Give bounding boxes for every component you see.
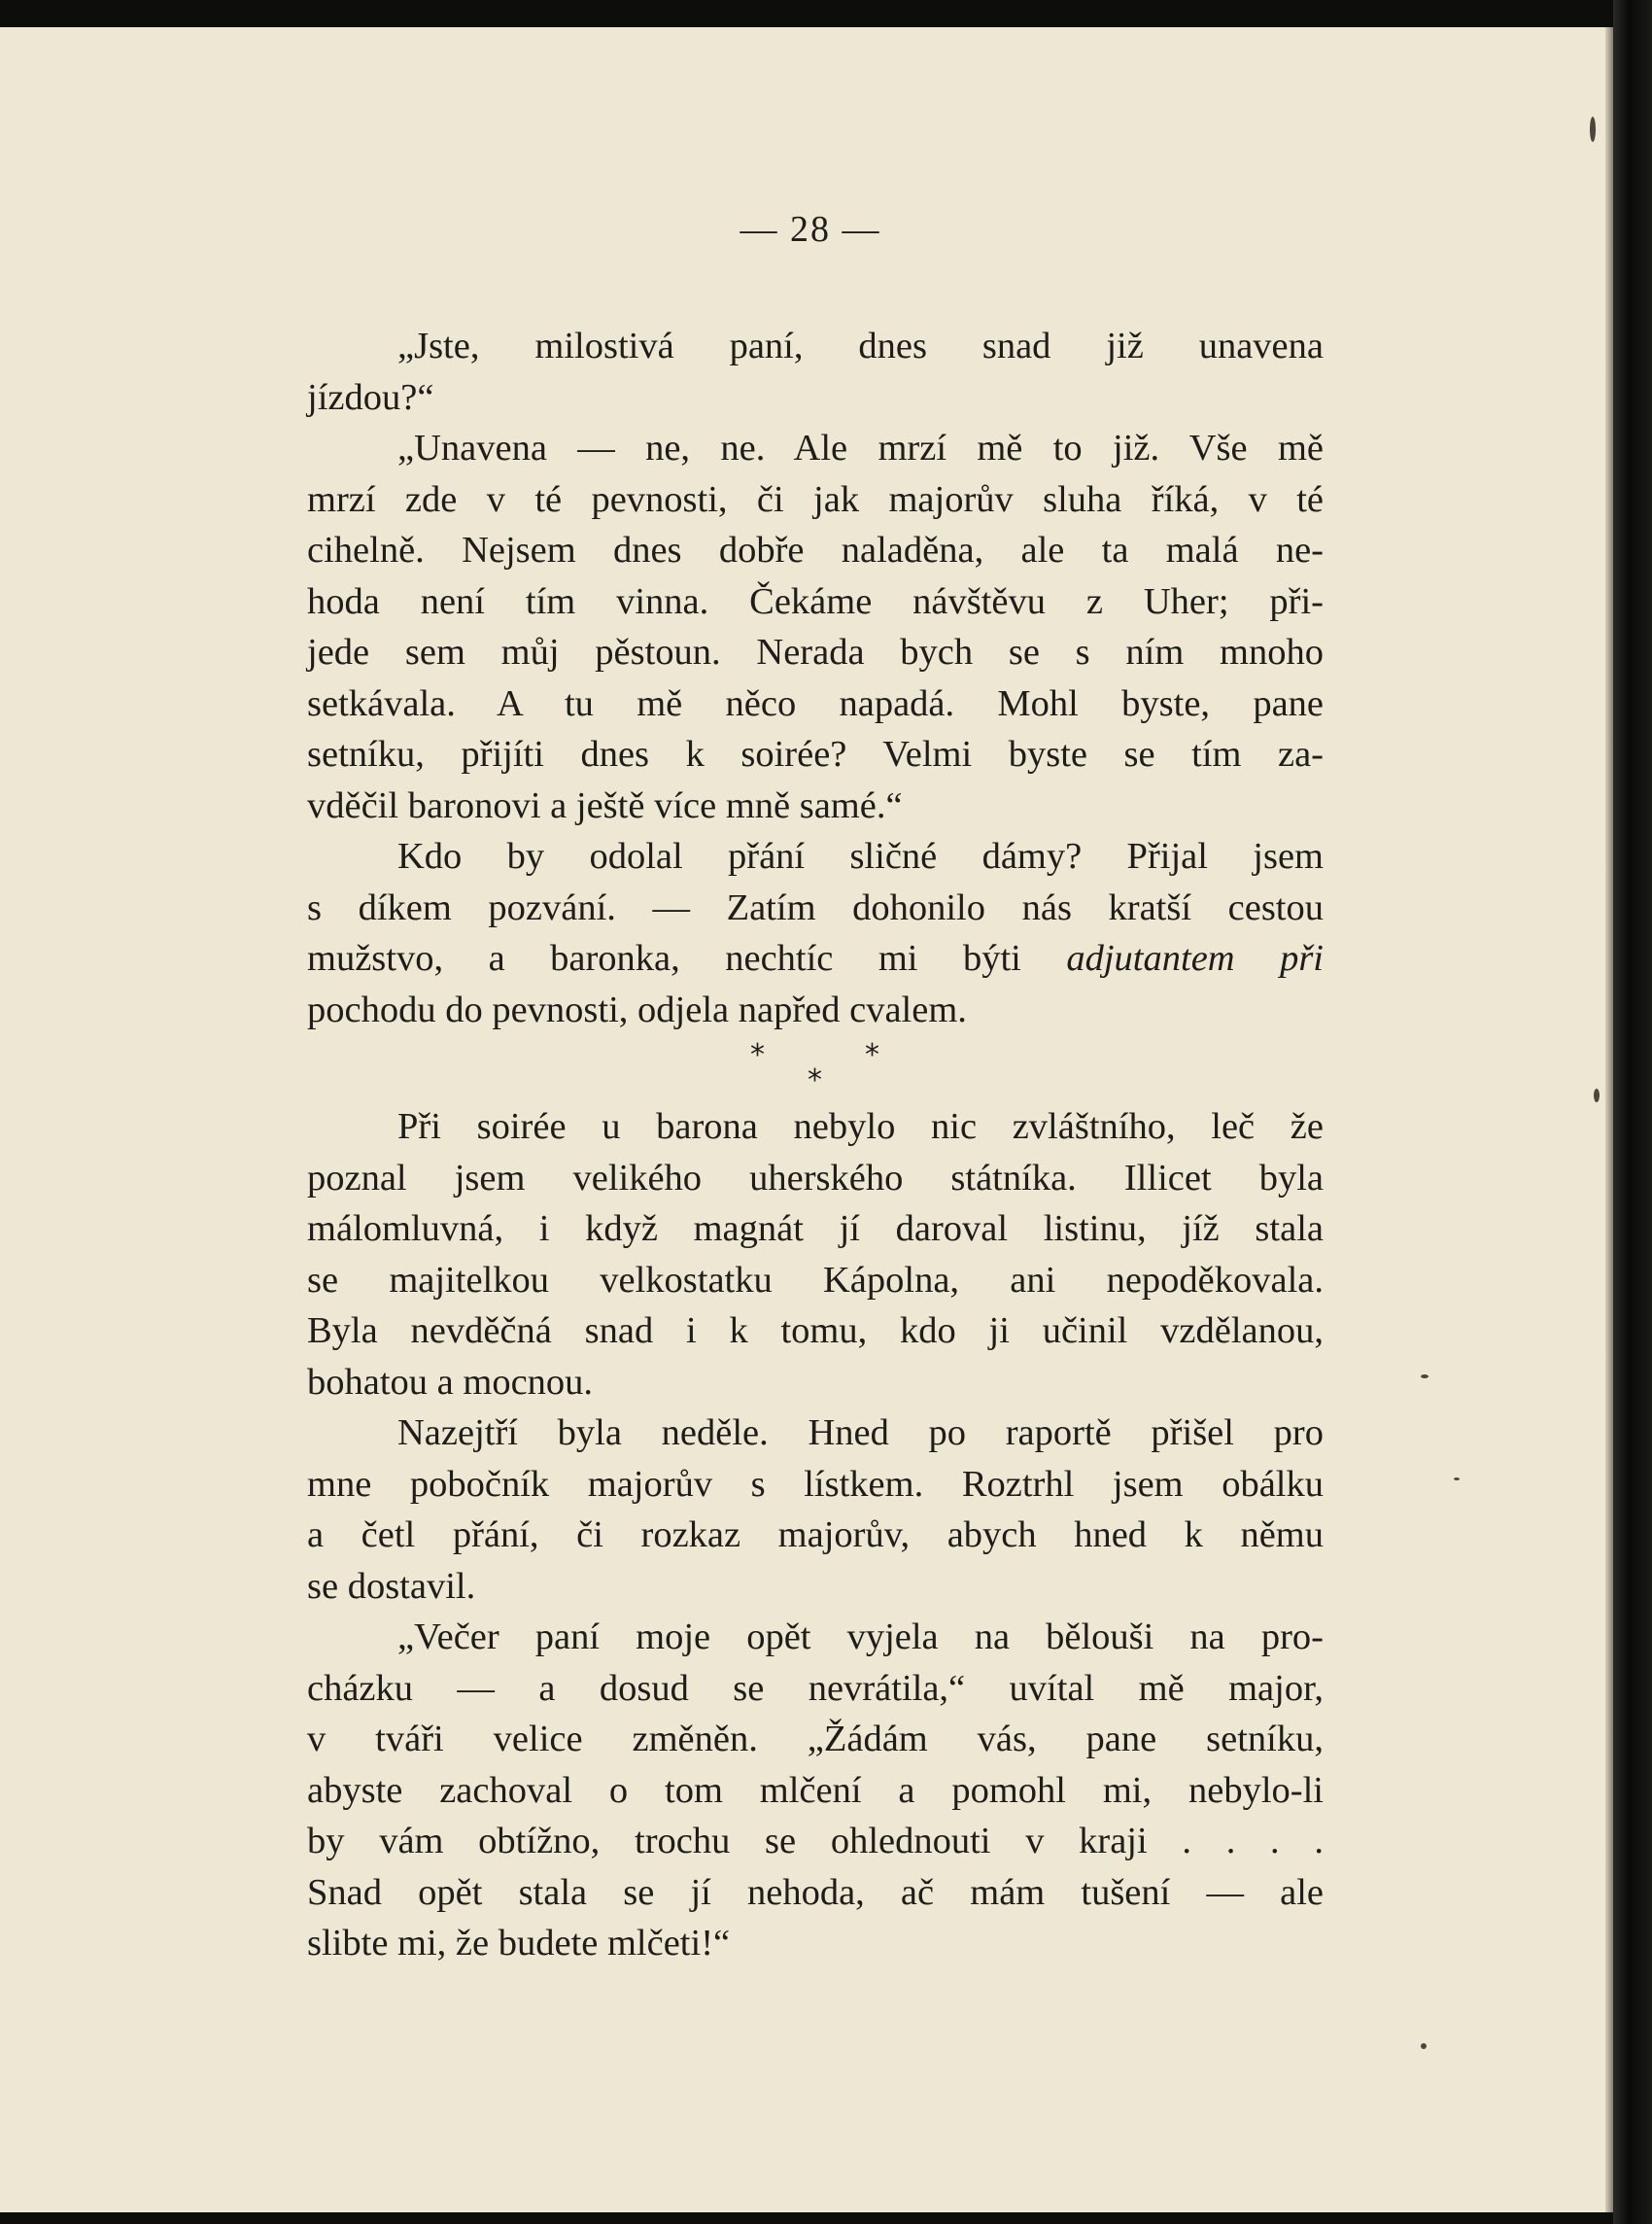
text-line: setkávala. A tu mě něco napadá. Mohl byste, pane: [307, 682, 1324, 724]
text-line: se majitelkou velkostatku Kápolna, ani nepoděkovala.: [307, 1259, 1324, 1301]
text-line: mne pobočník majorův s lístkem. Roztrhl jsem obálku: [307, 1463, 1324, 1505]
text-line: Snad opět stala se jí nehoda, ač mám tušení — ale: [307, 1871, 1324, 1913]
text-line: jede sem můj pěstoun. Nerada bych se s ním mnoho: [307, 632, 1324, 673]
text-line: poznal jsem velikého uherského státníka. Illicet byla: [307, 1157, 1324, 1199]
asterisk: *: [808, 1063, 822, 1097]
text-line: cházku — a dosud se nevrátila,“ uvítal mě major,: [307, 1667, 1324, 1709]
paragraph: [307, 321, 1324, 423]
paragraph: [307, 1407, 1324, 1612]
text-line-start: mužstvo, a baronka, nechtíc mi býti: [307, 938, 1067, 979]
text-line: a četl přání, či rozkaz majorův, abych hned k němu: [307, 1514, 1324, 1555]
text-line: vděčil baronovi a ještě více mně samé.“: [307, 784, 903, 826]
text-line: by vám obtížno, trochu se ohlednouti v kraji . . . .: [307, 1821, 1324, 1861]
book-spine: [1613, 0, 1652, 2224]
text-line: pochodu do pevnosti, odjela napřed cvalem.: [307, 989, 967, 1030]
text-line: Nazejtří byla neděle. Hned po raportě přišel pro: [397, 1412, 1324, 1453]
page-smudge: [1594, 1089, 1600, 1102]
page-smudge: [1454, 1477, 1460, 1480]
page-number: — 28 —: [740, 209, 881, 250]
paragraph: [307, 1101, 1324, 1407]
text-line: s díkem pozvání. — Zatím dohonilo nás kratší cestou: [307, 886, 1324, 928]
paragraph: [307, 831, 1324, 1035]
book-page: [0, 27, 1621, 2212]
text-line: „Jste, milostivá paní, dnes snad již unavena: [397, 326, 1324, 366]
asterisk: *: [865, 1038, 879, 1072]
text-line: bohatou a mocnou.: [307, 1361, 594, 1403]
text-line: Kdo by odolal přání sličné dámy? Přijal jsem: [397, 836, 1324, 877]
section-asterism: [307, 1037, 1324, 1097]
text-line: „Unavena — ne, ne. Ale mrzí mě to již. Vše mě: [397, 428, 1324, 469]
text-line: málomluvná, i když magnát jí daroval listinu, jíž stala: [307, 1208, 1324, 1249]
text-line: Byla nevděčná snad i k tomu, kdo ji učinil vzdělanou,: [307, 1310, 1324, 1351]
asterisk: *: [750, 1038, 765, 1072]
text-line: Při soirée u barona nebylo nic zvláštního, leč že: [397, 1106, 1324, 1147]
text-line: abyste zachoval o tom mlčení a pomohl mi, nebylo-li: [307, 1769, 1324, 1811]
text-line: se dostavil.: [307, 1565, 476, 1607]
text-line: mrzí zde v té pevnosti, či jak majorův sluha říká, v té: [307, 478, 1324, 520]
italic-phrase: adjutantem při: [1066, 938, 1324, 979]
text-line: „Večer paní moje opět vyjela na bělouši na pro-: [397, 1616, 1324, 1657]
page-smudge: [1421, 2043, 1427, 2049]
page-smudge: [1421, 1374, 1428, 1378]
text-line: jízdou?“: [307, 376, 434, 418]
text-line: v tváři velice změněn. „Žádám vás, pane setníku,: [307, 1719, 1324, 1759]
paragraph: [307, 1612, 1324, 1969]
body-text: [307, 321, 1324, 1969]
paragraph: [307, 423, 1324, 831]
text-line: cihelně. Nejsem dnes dobře naladěna, ale ta malá ne-: [307, 530, 1324, 571]
text-line: hoda není tím vinna. Čekáme návštěvu z Uher; při-: [307, 580, 1324, 622]
text-line: [307, 933, 1324, 985]
text-line: setníku, přijíti dnes k soirée? Velmi byste se tím za-: [307, 734, 1324, 775]
page-smudge: [1590, 117, 1596, 142]
text-line: slibte mi, že budete mlčeti!“: [307, 1923, 731, 1963]
